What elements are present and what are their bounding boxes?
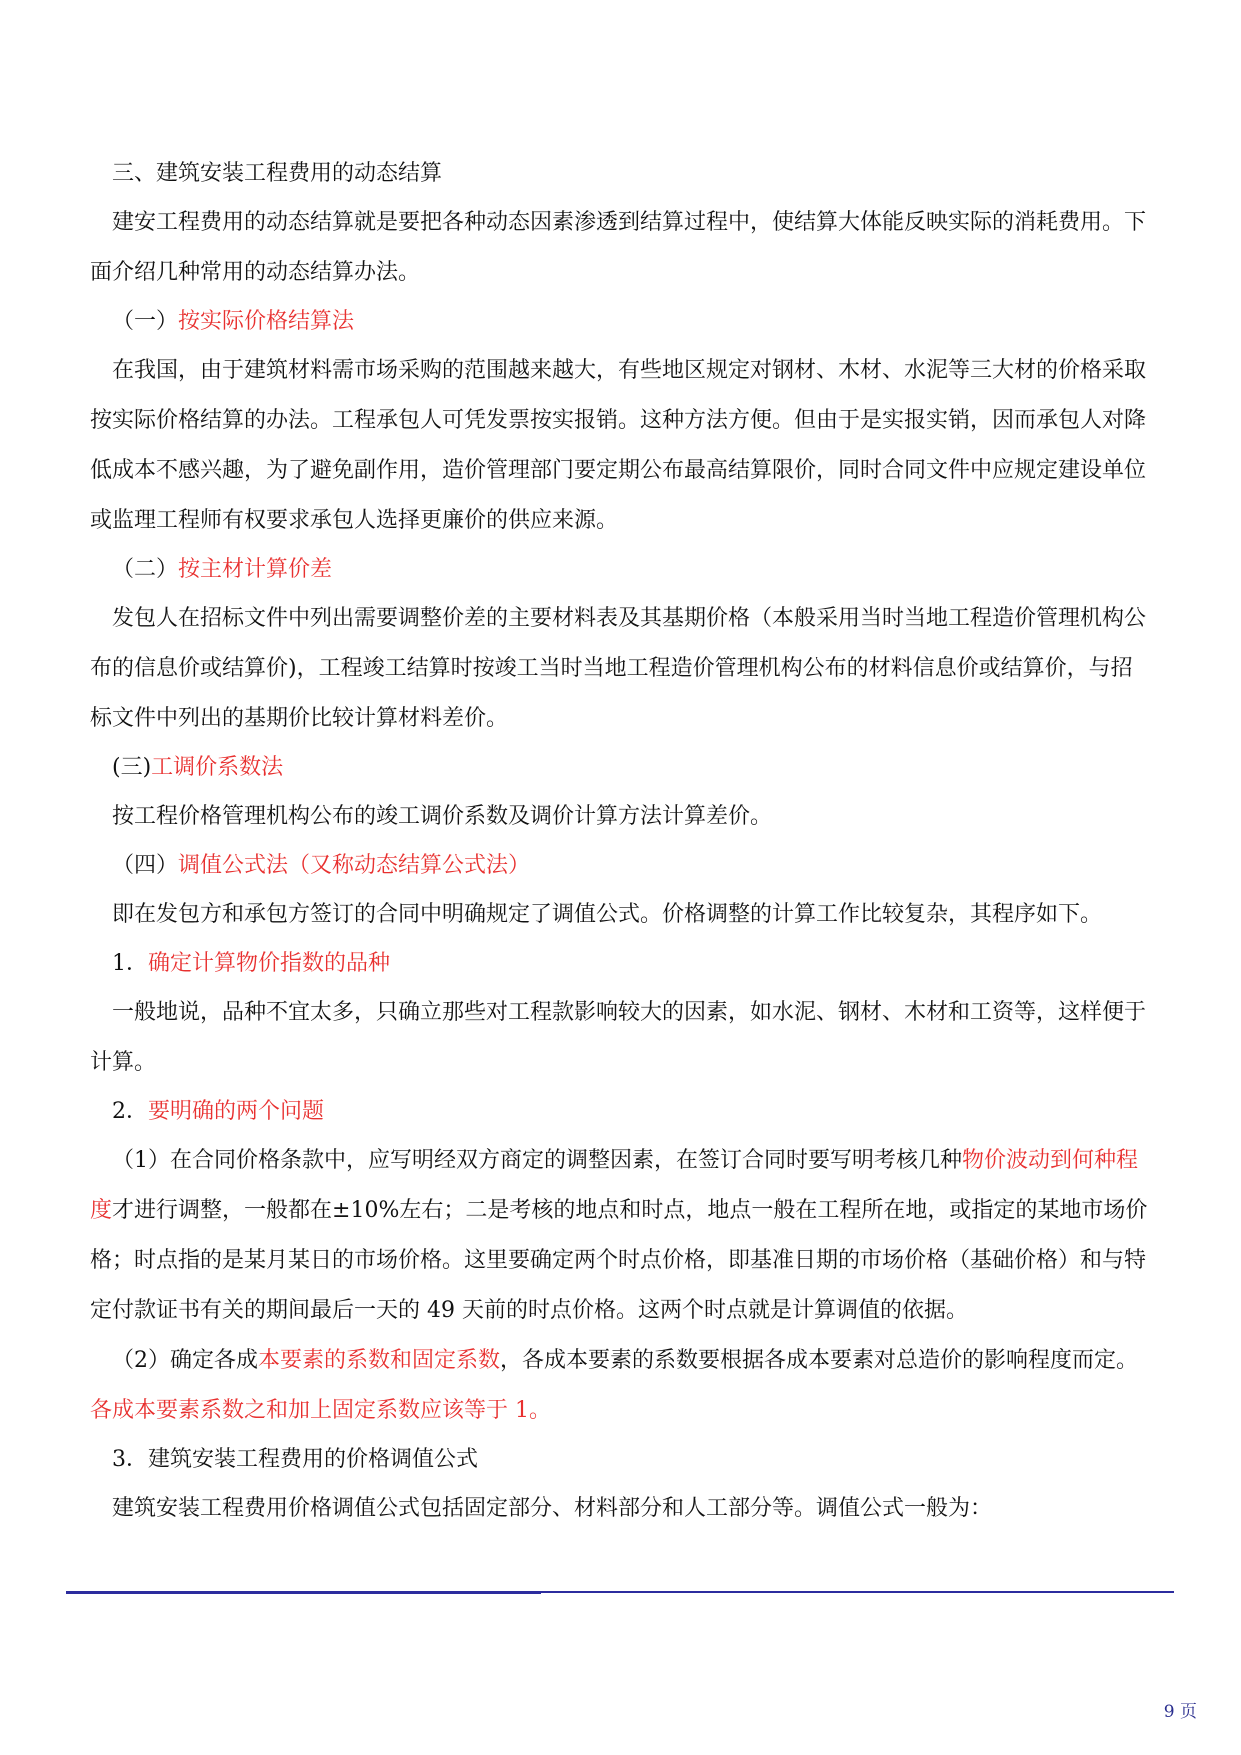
method2-prefix: （二） [112,557,179,582]
method2-text: 发包人在招标文件中列出需要调整价差的主要材料表及其基期价格（本般采用当时当地工程造价管理机构公布的信息价或结算价)，工程竣工结算时按竣工当时当地工程造价管理机构公布的材料信息价或结算价，与招标文件中列出的基期价比较计算材料差价。 [90,606,1147,731]
method3-name: 工调价系数法 [151,755,284,780]
step2-heading [90,1088,1150,1136]
step1-text: 一般地说，品种不宜太多，只确立那些对工程款影响较大的因素，如水泥、钢材、木材和工资等，这样便于计算。 [90,1000,1147,1075]
section-intro: 建安工程费用的动态结算就是要把各种动态因素渗透到结算过程中，使结算大体能反映实际的消耗费用。下面介绍几种常用的动态结算办法。 [90,210,1147,285]
footer-rule-thin [541,1591,1174,1593]
step2-item2-highlight1: 本要素的系数和固定系数 [258,1348,501,1373]
step1-name: 确定计算物价指数的品种 [148,951,391,976]
step2-item1 [90,1136,1150,1336]
method1-name: 按实际价格结算法 [178,309,355,334]
method1-text: 在我国，由于建筑材料需市场采购的范围越来越大，有些地区规定对钢材、木材、水泥等三大材的价格采取按实际价格结算的办法。工程承包人可凭发票按实报销。这种方法方便。但由于是实报实销，因而承包人对降低成本不感兴趣，为了避免副作用，造价管理部门要定期公布最高结算限价，同时合同文件中应规定建设单位或监理工程师有权要求承包人选择更廉价的供应来源。 [90,358,1147,533]
step2-item2 [90,1336,1150,1436]
method1-prefix: （一） [112,309,179,334]
method3-heading [90,744,1150,792]
method2-heading [90,546,1150,594]
step2-item1-highlight: 物价波动到何种程度 [90,1148,1139,1223]
step2-item1-b: 才进行调整，一般都在±10%左右；二是考核的地点和时点，地点一般在工程所在地，或指定的某地市场价格；时点指的是某月某日的市场价格。这里要确定两个时点价格，即基准日期的市场价格（基础价格）和与特定付款证书有关的期间最后一天的 49 天前的时点价格。这两个时点就是计算调值的依据。 [90,1198,1148,1323]
step1-heading [90,940,1150,988]
method4-heading [90,842,1150,890]
step3-text: 建筑安装工程费用价格调值公式包括固定部分、材料部分和人工部分等。调值公式一般为： [112,1496,993,1521]
step2-name: 要明确的两个问题 [148,1099,325,1124]
method4-text: 即在发包方和承包方签订的合同中明确规定了调值公式。价格调整的计算工作比较复杂，其程序如下。 [112,902,1103,927]
method2-name: 按主材计算价差 [178,557,333,582]
method1-heading [90,298,1150,346]
method3-text: 按工程价格管理机构公布的竣工调价系数及调价计算方法计算差价。 [112,804,773,829]
step1-prefix: 1． [112,951,148,976]
page-number: 9 页 [1163,1702,1197,1722]
method4-prefix: （四） [112,853,179,878]
method3-prefix: (三) [112,755,152,780]
footer-rule-thick [66,1591,541,1594]
step2-item1-a: （1）在合同价格条款中，应写明经双方商定的调整因素，在签订合同时要写明考核几种 [112,1148,962,1173]
step3-heading: 3．建筑安装工程费用的价格调值公式 [112,1447,478,1472]
section-title: 三、建筑安装工程费用的动态结算 [112,161,443,186]
step2-item2-a: （2）确定各成 [112,1348,258,1373]
document-body [90,150,1150,1534]
method4-name: 调值公式法（又称动态结算公式法） [178,853,531,878]
step2-prefix: 2． [112,1099,148,1124]
step2-item2-highlight2: 各成本要素系数之和加上固定系数应该等于 1。 [90,1398,551,1423]
step2-item2-b: ，各成本要素的系数要根据各成本要素对总造价的影响程度而定。 [500,1348,1139,1373]
